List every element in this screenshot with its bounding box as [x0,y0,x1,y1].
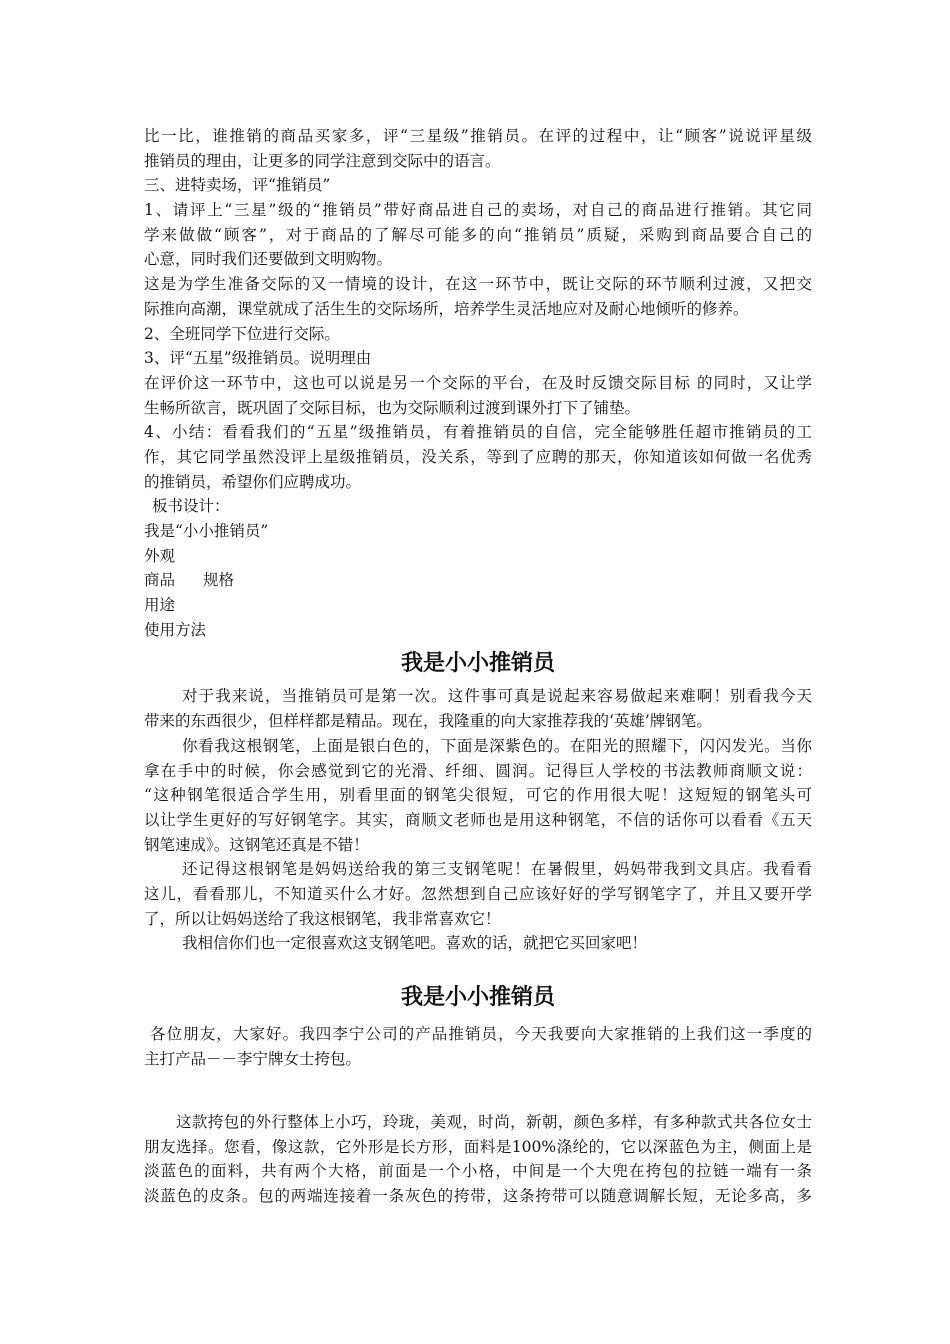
board-item-method: 使用方法 [144,620,207,639]
essay2-body-line: 这款挎包的外行整体上小巧，玲珑，美观，时尚，新朝，颜色多样，有多种款式共各位女士 [176,1113,812,1132]
lesson-plan-line: 生畅所欲言，既巩固了交际目标，也为交际顺利过渡到课外打下了铺垫。 [144,398,641,417]
essay2-intro-line: 各位朋友，大家好。我四李宁公司的产品推销员，今天我要向大家推销的上我们这一季度的 [150,1025,812,1043]
essay1-line: 这儿，看看那儿，不知道买什么才好。忽然想到自己应该好好的学写钢笔字了，并且又要开学 [144,884,812,903]
board-item-row [144,568,812,593]
lesson-plan-line: 际推向高潮，课堂就成了活生生的交际场所，培养学生灵活地应对及耐心地倾听的修养。 [144,299,749,318]
essay2-body-line: 淡蓝色的面料，共有两个大格，前面是一个小格，中间是一个大兜在挎包的拉链一端有一条 [144,1162,812,1181]
board-item-appearance: 外观 [144,546,176,565]
lesson-plan-line: 心意，同时我们还要做到文明购物。 [144,250,393,269]
board-design-title: 我是“小小推销员” [144,522,269,540]
paragraph-spacer [144,1096,812,1110]
essay1-title: 我是小小推销员 [400,650,555,677]
lesson-plan-line: 这是为学生准备交际的又一情境的设计，在这一环节中，既让交际的环节顺利过渡，又把交 [144,275,812,294]
essay2-intro [144,1022,812,1071]
essay1-line: “这种钢笔很适合学生用，别看里面的钢笔尖很短，可它的作用很大呢！这短短的钢笔头可 [144,786,812,805]
lesson-plan-line: 2、全班同学下位进行交际。 [144,324,340,343]
lesson-plan-line: 在评价这一环节中，这也可以说是另一个交际的平台，在及时反馈交际目标 的同时，又让学 [144,373,812,392]
essay1-body [144,684,812,956]
document-page [144,124,812,1209]
lesson-plan-line: 1、请评上“三星”级的“推销员”带好商品进自己的卖场，对自己的商品进行推销。其它同 [144,201,812,220]
lesson-plan-line: 推销员的理由，让更多的同学注意到交际中的语言。 [144,151,501,170]
essay2-body [144,1110,812,1209]
lesson-plan-line: 作，其它同学虽然没评上星级推销员，没关系，等到了应聘的那天，你知道该如何做一名优秀 [144,447,812,466]
essay1-line: 我相信你们也一定很喜欢这支钢笔吧。喜欢的话，就把它买回家吧！ [182,934,648,953]
board-item-goods: 商品 [144,571,176,590]
essay2-body-line: 淡蓝色的皮条。包的两端连接着一条灰色的挎带，这条挎带可以随意调解长短，无论多高，多 [144,1187,812,1206]
board-design-heading: 板书设计： [152,497,230,516]
essay1-line: 了，所以让妈妈送给了我这根钢笔，我非常喜欢它！ [144,909,501,928]
essay1-line: 带来的东西很少，但样样都是精品。现在，我隆重的向大家推荐我的‘英雄’牌钢笔。 [144,712,712,731]
essay2-intro-line: 主打产品－－李宁牌女士挎包。 [144,1049,362,1068]
paragraph-spacer [144,1071,812,1096]
essay2-body-line: 朋友选择。您看，像这款，它外形是长方形，面料是100%涤纶的，它以深蓝色为主，侧面上是 [144,1137,812,1156]
essay1-line: 还记得这根钢笔是妈妈送给我的第三支钢笔呢！在暑假里，妈妈带我到文具店。我看看 [182,860,812,879]
essay1-line: 拿在手中的时候，你会感觉到它的光滑、纤细、圆润。记得巨人学校的书法教师商顺文说： [144,761,812,780]
essay1-line: 钢笔速成》。这钢笔还真是不错！ [144,835,369,854]
lesson-plan-line: 比一比，谁推销的商品买家多，评“三星级”推销员。在评的过程中，让“顾客”说说评星级 [144,127,812,145]
board-item-spec: 规格 [203,571,235,590]
lesson-plan-section [144,124,812,494]
lesson-plan-line: 学来做做“顾客”，对于商品的了解尽可能多的向“推销员”质疑，采购到商品要合自己的 [144,225,812,244]
essay1-line: 对于我来说，当推销员可是第一次。这件事可真是说起来容易做起来难啊！别看我今天 [182,687,812,706]
lesson-plan-line: 3、评“五星”级推销员。说明理由 [144,349,372,368]
board-item-use: 用途 [144,596,176,615]
lesson-plan-line: 的推销员，希望你们应聘成功。 [144,472,362,491]
essay1-line: 你看我这根钢笔，上面是银白色的，下面是深紫色的。在阳光的照耀下，闪闪发光。当你 [182,736,812,755]
lesson-plan-line: 三、进特卖场，评“推销员” [144,176,331,195]
lesson-plan-line: 4、小结：看看我们的“五星”级推销员，有着推销员的自信，完全能够胜任超市推销员的工 [144,423,812,442]
essay1-line: 以让学生更好的写好钢笔字。其实，商顺文老师也是用这种钢笔，不信的话你可以看看《五天 [144,810,812,829]
essay2-title: 我是小小推销员 [400,984,555,1010]
